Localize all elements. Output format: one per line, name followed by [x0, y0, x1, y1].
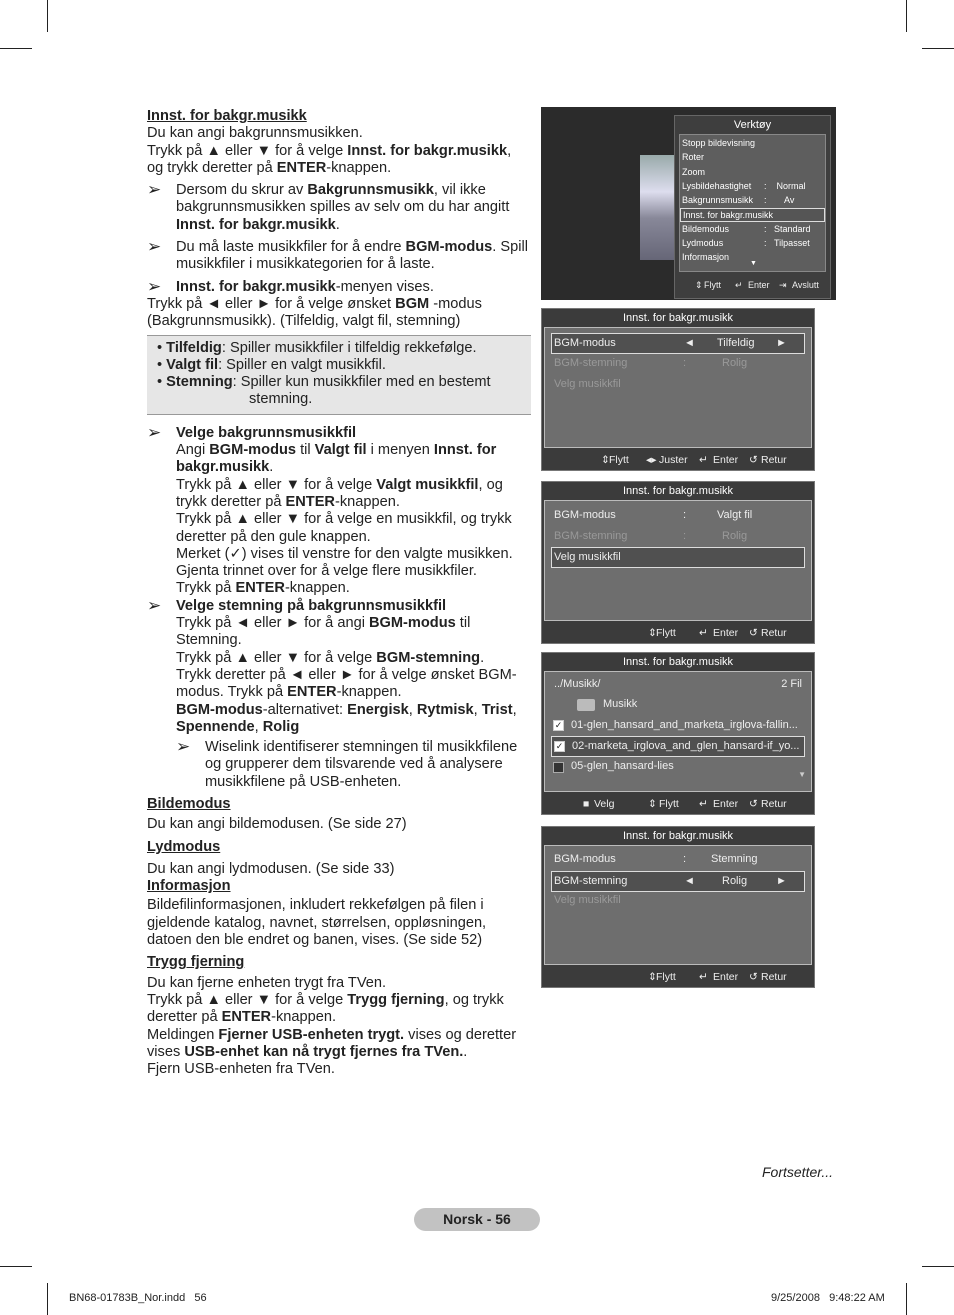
tools-menu: Verktøy Stopp bildevisning Roter Zoom Lysbildehastighet : Normal Bakgrunnsmusikk : Av Innst. for bakgr.musikk Bildemodus : Standard Lydmodus : Tilpasset Informasjon ▼ ⇕ Flytt ↵ Enter ⇥ Avslutt — [674, 115, 831, 299]
menu-list — [679, 134, 826, 272]
arrow-icon: ➢ — [147, 422, 162, 442]
enter-icon: ↵ — [735, 280, 743, 290]
left-arrow-icon: ◄ — [684, 337, 695, 349]
scroll-down-icon: ▼ — [750, 260, 757, 267]
file-row[interactable]: 05-glen_hansard-lies — [551, 757, 805, 776]
paragraph: Trykk på ▲ eller ▼ for å velge Innst. for bakgr.musikk, og trykk deretter på ENTER-knappen. — [147, 142, 512, 176]
screen-title: Innst. for bakgr.musikk — [622, 656, 734, 668]
screen-body — [544, 500, 812, 621]
screen-title: Innst. for bakgr.musikk — [622, 830, 734, 842]
screen-body — [544, 671, 812, 792]
checkbox-checked[interactable]: ✓ — [555, 741, 564, 751]
screen-footer: ⇕ Flytt ◂▸ Juster ↵ Enter ↺ Retur — [601, 454, 787, 466]
screen-footer: ⇕ Flytt ↵ Enter ↺ Retur — [648, 627, 787, 639]
menu-item-innst-selected[interactable]: Innst. for bakgr.musikk — [680, 208, 825, 222]
select-file-row[interactable]: Velg musikkfil — [551, 547, 805, 568]
bgm-mood-row[interactable]: BGM-stemning : Rolig — [554, 357, 748, 369]
paragraph: Fjern USB-enheten fra TVen. — [147, 1061, 335, 1078]
paragraph: Trykk på ◄ eller ► for å velge ønsket BGM -modus (Bakgrunnsmusikk). (Tilfeldig, valgt fil, stemning) — [147, 295, 482, 330]
note: ➢ Wiselink identifiserer stemningen til musikkfilene og grupperer dem tilsvarende ved å analysere musikkfilene på USB-enheten. — [176, 737, 518, 790]
crop-mark — [0, 1266, 32, 1267]
paragraph: Du kan angi lydmodusen. (Se side 33) — [147, 860, 395, 877]
menu-value-lydmodus: : Tilpasset — [764, 238, 810, 248]
updown-icon: ⇕ — [695, 280, 703, 290]
folder-row[interactable]: Musikk — [551, 695, 805, 714]
list-item: • Valgt fil: Spiller en valgt musikkfil. — [157, 356, 386, 373]
crop-mark — [0, 48, 32, 49]
crop-mark — [922, 1266, 954, 1267]
folder-icon — [577, 699, 595, 711]
paragraph: Bildefilinformasjonen, inkludert rekkefølgen på filen i gjeldende katalog, navnet, størrelsen, oppløsningen, datoen den ble endret og banen, vises. (Se side 52) — [147, 897, 487, 949]
note: ➢ Velge stemning på bakgrunnsmusikkfil Trykk på ◄ eller ► for å angi BGM-modus til Stemning. Trykk på ▲ eller ▼ for å velge BGM-stemning. Trykk deretter på ◄ eller ► for å velge ønsket BGM-modus. Trykk på ENTER-knappen. BGM-modus-alternativet: Energisk, Rytmisk, Trist, Spennende, Rolig ➢ Wiselink identifiserer stemningen til musikkfilene og grupperer dem tilsvarende ved å analysere musikkfilene på USB-enheten. — [147, 598, 531, 791]
menu-value-bakgrunn: : Av — [764, 195, 795, 205]
path-row: ../Musikk/ 2 Fil — [554, 678, 802, 690]
paragraph: Du kan fjerne enheten trygt fra TVen. — [147, 974, 387, 991]
checkbox-checked[interactable]: ✓ — [554, 720, 563, 730]
bgm-mode-row[interactable]: BGM-modus : Valgt fil — [554, 509, 753, 521]
scroll-down-icon: ▼ — [798, 770, 806, 779]
bgm-screen-2 — [541, 481, 815, 644]
screen-footer: ⇕ Flytt ↵ Enter ↺ Retur — [648, 971, 787, 983]
menu-item-stopp[interactable]: Stopp bildevisning — [682, 138, 756, 148]
paragraph: Du kan angi bildemodusen. (Se side 27) — [147, 816, 407, 833]
select-file-row[interactable]: Velg musikkfil — [554, 894, 621, 906]
file-row-selected[interactable]: ✓ 02-marketa_irglova_and_glen_hansard-if_yo... — [551, 736, 805, 757]
section-heading: Trygg fjerning — [147, 954, 245, 971]
bgm-mode-row[interactable]: BGM-modus ◄ Tilfeldig ► — [551, 333, 805, 354]
section-heading: Lydmodus — [147, 838, 221, 855]
left-arrow-icon: ◄ — [684, 875, 695, 887]
bgm-mood-row[interactable]: BGM-stemning : Rolig — [554, 530, 748, 542]
crop-mark — [47, 0, 48, 32]
option-box — [147, 335, 531, 415]
arrow-icon: ➢ — [147, 276, 162, 296]
tools-screen — [541, 107, 836, 300]
screen-body — [544, 845, 812, 965]
screen-body — [544, 327, 812, 448]
menu-title: Verktøy — [733, 119, 772, 131]
bgm-mode-row[interactable]: BGM-modus : Stemning — [554, 853, 758, 865]
paragraph: Meldingen Fjerner USB-enheten trygt. vises og deretter vises USB-enhet kan nå trygt fjernes fra TVen.. — [147, 1026, 517, 1060]
note: ➢ Velge bakgrunnsmusikkfil Angi BGM-modus til Valgt fil i menyen Innst. for bakgr.musikk. Trykk på ▲ eller ▼ for å velge Valgt musikkfil, og trykk deretter på ENTER-knappen. Trykk på ▲ eller ▼ for å velge en musikkfil, og trykk deretter på den gule knappen. Merket (✓) vises til venstre for den valgte musikken. Gjenta trinnet over for å velge flere musikkfiler. Trykk på ENTER-knappen. — [147, 422, 513, 597]
timestamp: 9/25/2008 9:48:22 AM — [771, 1292, 885, 1304]
section-heading: Informasjon — [147, 878, 231, 895]
menu-item-zoom[interactable]: Zoom — [682, 167, 706, 177]
arrow-icon: ➢ — [147, 595, 162, 615]
checkbox-empty[interactable] — [553, 762, 564, 773]
section-heading: Innst. for bakgr.musikk — [147, 108, 307, 124]
crop-mark — [906, 0, 907, 32]
file-name: BN68-01783B_Nor.indd 56 — [69, 1292, 207, 1304]
menu-item-roter[interactable]: Roter — [682, 152, 705, 162]
crop-mark — [922, 48, 954, 49]
continues-label: Fortsetter... — [762, 1164, 834, 1180]
screen-title: Innst. for bakgr.musikk — [622, 312, 734, 324]
text-column — [147, 108, 531, 1078]
section-heading: Bildemodus — [147, 795, 231, 812]
list-item: • Tilfeldig: Spiller musikkfiler i tilfeldig rekkefølge. — [157, 339, 477, 356]
menu-item-lysbilde[interactable]: Lysbildehastighet — [682, 181, 752, 191]
paragraph: Du kan angi bakgrunnsmusikken. — [147, 125, 363, 142]
arrow-icon: ➢ — [176, 737, 191, 757]
menu-value-bildemodus: : Standard — [764, 224, 811, 234]
bgm-screen-3 — [541, 652, 815, 815]
right-arrow-icon: ► — [776, 337, 787, 349]
menu-item-bildemodus[interactable]: Bildemodus — [682, 224, 730, 234]
screen-footer: ■ Velg ⇕ Flytt ↵ Enter ↺ Retur — [583, 798, 787, 810]
note: ➢ Dersom du skrur av Bakgrunnsmusikk, vil ikke bakgrunnsmusikken spilles av selv om du har angitt Innst. for bakgr.musikk. — [147, 180, 510, 233]
crop-mark — [906, 1283, 907, 1315]
list-item: • Stemning: Spiller kun musikkfiler med en bestemt — [157, 374, 491, 391]
select-file-row[interactable]: Velg musikkfil — [554, 378, 621, 390]
paragraph: Trykk på ▲ eller ▼ for å velge Trygg fjerning, og trykk deretter på ENTER-knappen. — [147, 991, 504, 1026]
arrow-icon: ➢ — [147, 180, 162, 200]
bgm-mood-row[interactable]: BGM-stemning ◄ Rolig ► — [551, 871, 805, 892]
file-row[interactable]: ✓ 01-glen_hansard_and_marketa_irglova-fallin... — [554, 719, 798, 731]
page-number-badge: Norsk - 56 — [414, 1208, 540, 1231]
menu-item-informasjon[interactable]: Informasjon — [682, 252, 730, 262]
screen-title: Innst. for bakgr.musikk — [622, 485, 734, 497]
menu-value-lysbilde: : Normal — [764, 181, 806, 191]
list-item-continuation: stemning. — [249, 391, 313, 408]
menu-item-lydmodus[interactable]: Lydmodus — [682, 238, 724, 248]
bgm-screen-1 — [541, 308, 815, 471]
note: ➢ Innst. for bakgr.musikk-menyen vises. — [147, 276, 434, 296]
right-arrow-icon: ► — [776, 875, 787, 887]
crop-mark — [47, 1283, 48, 1315]
note: ➢ Du må laste musikkfiler for å endre BGM-modus. Spill musikkfiler i musikkategorien for å laste. — [147, 237, 528, 273]
menu-item-bakgrunn[interactable]: Bakgrunnsmusikk — [682, 195, 754, 205]
bgm-screen-4 — [541, 826, 815, 988]
arrow-icon: ➢ — [147, 237, 162, 257]
exit-icon: ⇥ — [779, 280, 787, 290]
